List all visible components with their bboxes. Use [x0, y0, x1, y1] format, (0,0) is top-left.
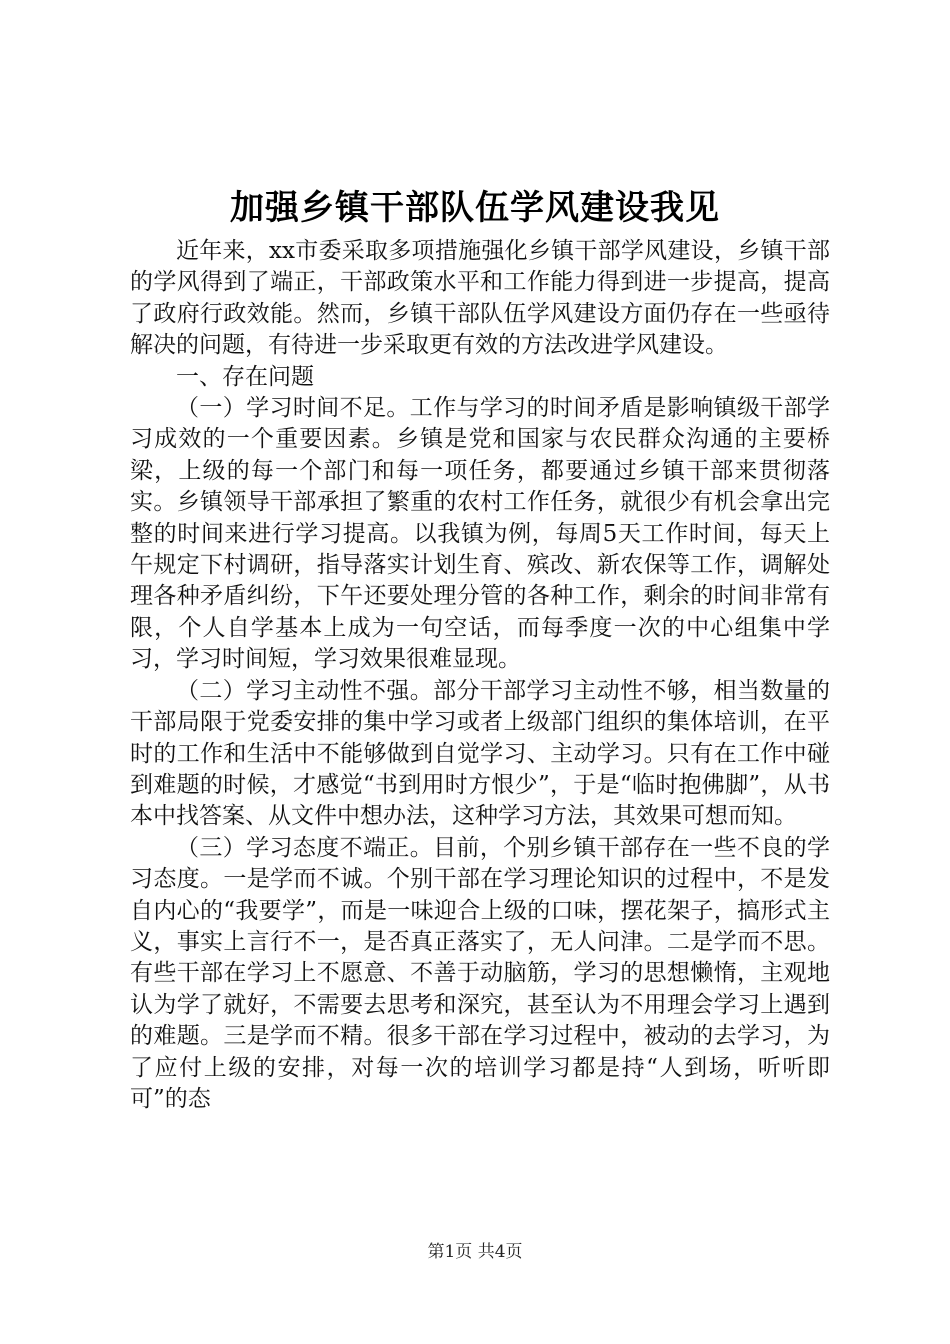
document-title: 加强乡镇干部队伍学风建设我见	[230, 188, 720, 228]
paragraph-study-attitude: （三）学习态度不端正。目前，个别乡镇干部存在一些不良的学习态度。一是学而不诚。个别干部在学习理论知识的过程中，不是发自内心的“我要学”，而是一味迎合上级的口味，摆花架子，搞形式主义，事实上言行不一，是否真正落实了，无人问津。二是学而不思。有些干部在学习上不愿意、不善于动脑筋，学习的思想懒惰，主观地认为学了就好，不需要去思考和深究，甚至认为不用理会学习上遇到的难题。三是学而不精。很多干部在学习过程中，被动的去学习，为了应付上级的安排，对每一次的培训学习都是持“人到场，听听即可”的态	[130, 834, 830, 1112]
section-heading-problems: 一、存在问题	[176, 363, 314, 390]
paragraph-study-initiative: （二）学习主动性不强。部分干部学习主动性不够，相当数量的干部局限于党委安排的集中学习或者上级部门组织的集体培训，在平时的工作和生活中不能够做到自觉学习、主动学习。只有在工作中碰到难题的时候，才感觉“书到用时方恨少”，于是“临时抱佛脚”，从书本中找答案、从文件中想办法，这种学习方法，其效果可想而知。	[130, 677, 830, 830]
document-body	[130, 236, 830, 1115]
paragraph-study-time: （一）学习时间不足。工作与学习的时间矛盾是影响镇级干部学习成效的一个重要因素。乡镇是党和国家与农民群众沟通的主要桥梁，上级的每一个部门和每一项任务，都要通过乡镇干部来贯彻落实。乡镇领导干部承担了繁重的农村工作任务，就很少有机会拿出完整的时间来进行学习提高。以我镇为例，每周5天工作时间，每天上午规定下村调研，指导落实计划生育、殡改、新农保等工作，调解处理各种矛盾纠纷，下午还要处理分管的各种工作，剩余的时间非常有限，个人自学基本上成为一句空话，而每季度一次的中心组集中学习，学习时间短，学习效果很难显现。	[130, 395, 830, 673]
page-number-footer: 第1页 共4页	[427, 1242, 523, 1262]
paragraph-intro: 近年来，xx市委采取多项措施强化乡镇干部学风建设，乡镇干部的学风得到了端正，干部政策水平和工作能力得到进一步提高，提高了政府行政效能。然而，乡镇干部队伍学风建设方面仍存在一些亟待解决的问题，有待进一步采取更有效的方法改进学风建设。	[130, 238, 830, 359]
